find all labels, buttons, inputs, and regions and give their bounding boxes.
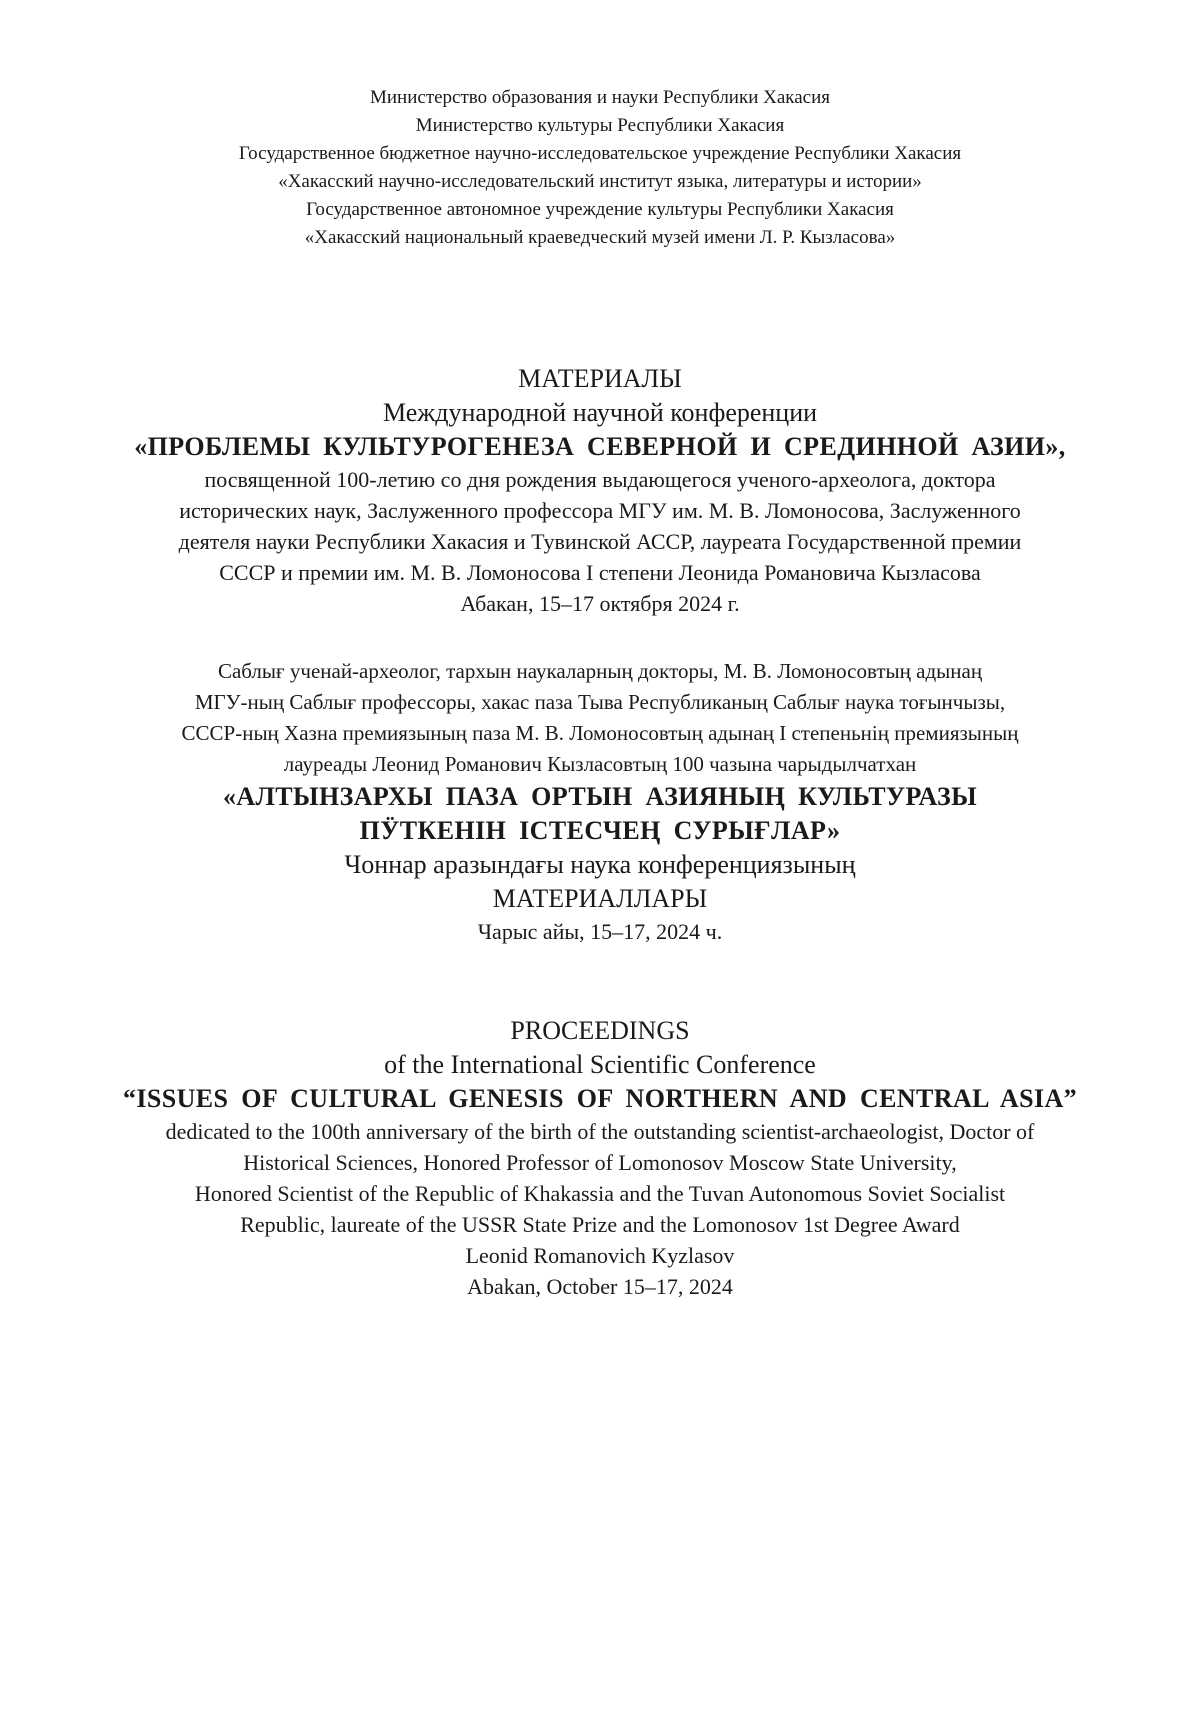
- russian-title: «ПРОБЛЕМЫ КУЛЬТУРОГЕНЕЗА СЕВЕРНОЙ И СРЕДИННОЙ АЗИИ»,: [134, 432, 1066, 461]
- english-subheading: of the International Scientific Conference: [384, 1050, 816, 1079]
- russian-dedication-line: посвященной 100-летию со дня рождения выдающегося ученого-археолога, доктора: [204, 467, 996, 492]
- institutions-header: [0, 84, 1200, 252]
- khakas-dedication-line: СССР-ның Хазна премиязының паза М. В. Ломоносовтың адынаң I степеньнің премиязының: [181, 721, 1019, 745]
- english-dedication-line: Honored Scientist of the Republic of Khakassia and the Tuvan Autonomous Soviet Socialist: [194, 1181, 1006, 1206]
- khakas-subheading: Чоннар аразындағы наука конференциязының: [344, 850, 856, 879]
- khakas-title-line-2: ПӰТКЕНІН ІСТЕСЧЕҢ СУРЫҒЛАР»: [359, 816, 841, 845]
- english-dedication-line: dedicated to the 100th anniversary of the birth of the outstanding scientist-archaeologist, Doctor of: [165, 1119, 1035, 1144]
- russian-section: [0, 362, 1200, 619]
- russian-place-date: Абакан, 15–17 октября 2024 г.: [460, 591, 740, 616]
- museum-name-line-2: «Хакасский национальный краеведческий музей имени Л. Р. Кызласова»: [304, 227, 896, 248]
- khakas-dedication-line: лауреады Леонид Романович Кызласовтың 100 чазына чарыдылчатхан: [283, 752, 917, 776]
- khakas-heading: МАТЕРИАЛЛАРЫ: [492, 884, 708, 913]
- ministry-culture: Министерство культуры Республики Хакасия: [415, 115, 785, 136]
- institute-name-line-1: Государственное бюджетное научно-исследовательское учреждение Республики Хакасия: [238, 143, 962, 164]
- english-section: [0, 1014, 1200, 1302]
- khakas-title-line-1: «АЛТЫНЗАРХЫ ПАЗА ОРТЫН АЗИЯНЫҢ КУЛЬТУРАЗЫ: [222, 782, 978, 811]
- khakas-place-date: Чарыс айы, 15–17, 2024 ч.: [477, 919, 723, 944]
- english-dedication-line: Republic, laureate of the USSR State Prize and the Lomonosov 1st Degree Award: [240, 1212, 960, 1237]
- english-dedication-line: Historical Sciences, Honored Professor of Lomonosov Moscow State University,: [243, 1150, 957, 1175]
- english-dedication-line: Leonid Romanovich Kyzlasov: [465, 1243, 735, 1268]
- russian-dedication-line: деятеля науки Республики Хакасия и Тувинской АССР, лауреата Государственной премии: [178, 529, 1022, 554]
- english-heading: PROCEEDINGS: [510, 1016, 690, 1045]
- khakas-dedication-line: МГУ-ның Саблығ профессоры, хакас паза Тыва Республиканың Саблығ наука тоғынчызы,: [194, 690, 1006, 714]
- russian-subheading: Международной научной конференции: [382, 398, 818, 427]
- khakas-section: [0, 656, 1200, 947]
- ministry-education: Министерство образования и науки Республики Хакасия: [369, 87, 830, 108]
- english-title: “ISSUES OF CULTURAL GENESIS OF NORTHERN AND CENTRAL ASIA”: [122, 1084, 1078, 1113]
- khakas-dedication-line: Саблығ ученай-археолог, тархын наукаларның докторы, М. В. Ломоносовтың адынаң: [217, 659, 983, 683]
- russian-dedication-line: СССР и премии им. М. В. Ломоносова I степени Леонида Романовича Кызласова: [219, 560, 981, 585]
- russian-dedication-line: исторических наук, Заслуженного профессора МГУ им. М. В. Ломоносова, Заслуженного: [179, 498, 1021, 523]
- institute-name-line-2: «Хакасский научно-исследовательский институт языка, литературы и истории»: [278, 171, 922, 192]
- museum-name-line-1: Государственное автономное учреждение культуры Республики Хакасия: [306, 199, 894, 220]
- russian-heading: МАТЕРИАЛЫ: [518, 364, 682, 393]
- english-place-date: Abakan, October 15–17, 2024: [467, 1274, 733, 1299]
